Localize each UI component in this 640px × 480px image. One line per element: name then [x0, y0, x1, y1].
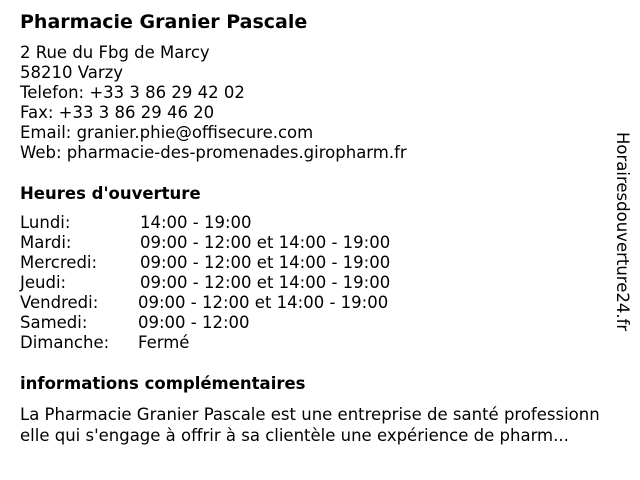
day-label: Mardi:: [20, 233, 72, 252]
contact-block: [20, 43, 407, 163]
phone-line: Telefon: +33 3 86 29 42 02: [20, 83, 245, 102]
watermark-text: Horairesdouverture24.fr: [613, 132, 632, 332]
fax-line: Fax: +33 3 86 29 46 20: [20, 103, 215, 122]
time-value: 09:00 - 12:00 et 14:00 - 19:00: [140, 253, 391, 272]
time-value: 09:00 - 12:00 et 14:00 - 19:00: [140, 233, 391, 252]
day-label: Jeudi:: [20, 273, 67, 292]
info-line: La Pharmacie Granier Pascale est une entreprise de santé professionn: [20, 405, 600, 424]
time-value: 09:00 - 12:00 et 14:00 - 19:00: [140, 273, 391, 292]
day-label: Dimanche:: [20, 333, 110, 352]
info-heading: informations complémentaires: [20, 374, 306, 393]
day-label: Samedi:: [20, 313, 88, 332]
address-street: 2 Rue du Fbg de Marcy: [20, 43, 210, 62]
day-label: Vendredi:: [20, 293, 99, 312]
info-description: [20, 404, 628, 446]
time-value: Fermé: [138, 333, 190, 352]
web-line: Web: pharmacie-des-promenades.giropharm.fr: [20, 143, 407, 162]
email-line: Email: granier.phie@offisecure.com: [20, 123, 314, 142]
address-city: 58210 Varzy: [20, 63, 124, 82]
time-value: 09:00 - 12:00: [138, 313, 250, 332]
day-label: Lundi:: [20, 213, 71, 232]
info-line: elle qui s'engage à offrir à sa clientèle une expérience de pharm...: [20, 426, 569, 445]
time-value: 14:00 - 19:00: [140, 213, 252, 232]
hours-heading: Heures d'ouverture: [20, 184, 201, 203]
page-title: Pharmacie Granier Pascale: [20, 11, 308, 33]
time-value: 09:00 - 12:00 et 14:00 - 19:00: [138, 293, 389, 312]
day-label: Mercredi:: [20, 253, 98, 272]
site-watermark: [612, 132, 632, 372]
